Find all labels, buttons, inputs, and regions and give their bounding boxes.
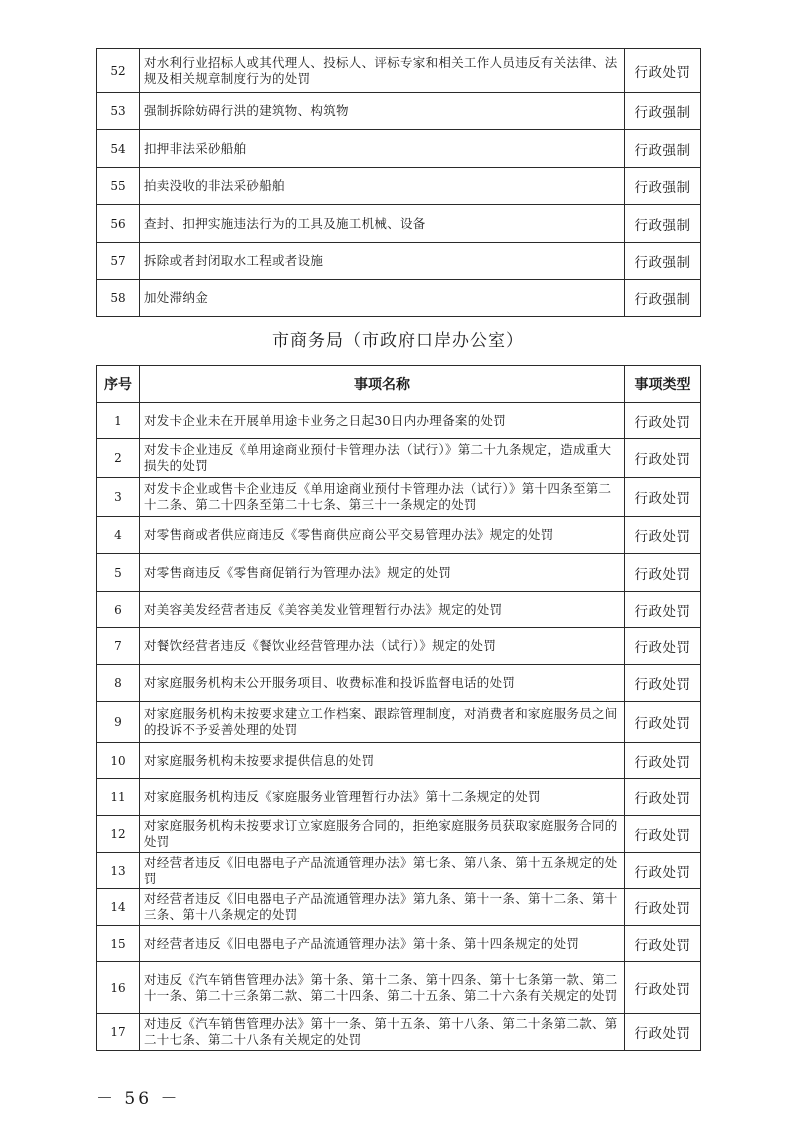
row-item-name: 对家庭服务机构未公开服务项目、收费标准和投诉监督电话的处罚	[140, 665, 625, 702]
row-item-name: 对水利行业招标人或其代理人、投标人、评标专家和相关工作人员违反有关法律、法规及相关规章制度行为的处罚	[140, 49, 625, 93]
row-item-type: 行政处罚	[625, 517, 701, 554]
row-item-name: 对发卡企业未在开展单用途卡业务之日起30日内办理备案的处罚	[140, 403, 625, 439]
row-item-type: 行政处罚	[625, 403, 701, 439]
row-item-type: 行政处罚	[625, 853, 701, 889]
row-serial-number: 16	[97, 962, 140, 1014]
row-item-name: 对家庭服务机构违反《家庭服务业管理暂行办法》第十二条规定的处罚	[140, 779, 625, 816]
table-row	[97, 853, 701, 889]
row-item-name: 对餐饮经营者违反《餐饮业经营管理办法（试行）》规定的处罚	[140, 628, 625, 665]
row-serial-number: 52	[97, 49, 140, 93]
row-item-name: 加处滞纳金	[140, 280, 625, 317]
row-serial-number: 9	[97, 702, 140, 743]
table-row	[97, 779, 701, 816]
row-serial-number: 57	[97, 243, 140, 280]
row-item-type: 行政处罚	[625, 816, 701, 853]
table-row	[97, 889, 701, 926]
header-item-name: 事项名称	[140, 366, 625, 403]
table-row	[97, 962, 701, 1014]
row-serial-number: 54	[97, 130, 140, 168]
row-serial-number: 8	[97, 665, 140, 702]
row-item-name: 对发卡企业违反《单用途商业预付卡管理办法（试行）》第二十九条规定，造成重大损失的处罚	[140, 439, 625, 478]
row-serial-number: 1	[97, 403, 140, 439]
row-item-type: 行政处罚	[625, 665, 701, 702]
row-item-type: 行政处罚	[625, 628, 701, 665]
row-item-name: 对零售商或者供应商违反《零售商供应商公平交易管理办法》规定的处罚	[140, 517, 625, 554]
continued-items-table	[96, 48, 701, 317]
row-item-type: 行政强制	[625, 168, 701, 205]
row-item-name: 强制拆除妨碍行洪的建筑物、构筑物	[140, 93, 625, 130]
row-item-name: 对家庭服务机构未按要求建立工作档案、跟踪管理制度，对消费者和家庭服务员之间的投诉不予妥善处理的处罚	[140, 702, 625, 743]
table-row	[97, 926, 701, 962]
row-serial-number: 14	[97, 889, 140, 926]
table-row	[97, 243, 701, 280]
page-number: － 56 －	[96, 1089, 181, 1109]
row-serial-number: 53	[97, 93, 140, 130]
row-serial-number: 17	[97, 1014, 140, 1051]
row-serial-number: 3	[97, 478, 140, 517]
header-item-type: 事项类型	[625, 366, 701, 403]
row-item-name: 对经营者违反《旧电器电子产品流通管理办法》第十条、第十四条规定的处罚	[140, 926, 625, 962]
row-item-type: 行政处罚	[625, 478, 701, 517]
row-item-type: 行政处罚	[625, 439, 701, 478]
table-row	[97, 816, 701, 853]
table-row	[97, 93, 701, 130]
row-item-type: 行政强制	[625, 280, 701, 317]
row-serial-number: 11	[97, 779, 140, 816]
row-item-type: 行政处罚	[625, 962, 701, 1014]
row-serial-number: 55	[97, 168, 140, 205]
row-item-type: 行政强制	[625, 93, 701, 130]
section-title: 市商务局（市政府口岸办公室）	[272, 331, 524, 351]
row-serial-number: 5	[97, 554, 140, 592]
row-item-type: 行政强制	[625, 243, 701, 280]
table-row	[97, 205, 701, 243]
table-row	[97, 130, 701, 168]
row-item-type: 行政处罚	[625, 554, 701, 592]
row-item-name: 对零售商违反《零售商促销行为管理办法》规定的处罚	[140, 554, 625, 592]
table-row	[97, 478, 701, 517]
row-item-type: 行政处罚	[625, 702, 701, 743]
header-serial-number: 序号	[97, 366, 140, 403]
header-row	[97, 366, 701, 403]
row-item-type: 行政处罚	[625, 779, 701, 816]
row-item-name: 拍卖没收的非法采砂船舶	[140, 168, 625, 205]
continued-items-body	[97, 49, 701, 317]
row-item-name: 拆除或者封闭取水工程或者设施	[140, 243, 625, 280]
row-item-type: 行政强制	[625, 205, 701, 243]
row-serial-number: 56	[97, 205, 140, 243]
row-item-name: 对经营者违反《旧电器电子产品流通管理办法》第七条、第八条、第十五条规定的处罚	[140, 853, 625, 889]
row-item-name: 对违反《汽车销售管理办法》第十一条、第十五条、第十八条、第二十条第二款、第二十七条、第二十八条有关规定的处罚	[140, 1014, 625, 1051]
row-serial-number: 13	[97, 853, 140, 889]
row-item-type: 行政处罚	[625, 1014, 701, 1051]
table-row	[97, 280, 701, 317]
row-item-name: 扣押非法采砂船舶	[140, 130, 625, 168]
row-serial-number: 2	[97, 439, 140, 478]
commerce-bureau-items-body	[97, 403, 701, 1051]
table-row	[97, 628, 701, 665]
table-row	[97, 554, 701, 592]
table-row	[97, 168, 701, 205]
row-item-name: 对发卡企业或售卡企业违反《单用途商业预付卡管理办法（试行）》第十四条至第二十二条、第二十四条至第二十七条、第三十一条规定的处罚	[140, 478, 625, 517]
row-serial-number: 15	[97, 926, 140, 962]
table-row	[97, 665, 701, 702]
row-item-name: 对违反《汽车销售管理办法》第十条、第十二条、第十四条、第十七条第一款、第二十一条、第二十三条第二款、第二十四条、第二十五条、第二十六条有关规定的处罚	[140, 962, 625, 1014]
row-item-name: 对经营者违反《旧电器电子产品流通管理办法》第九条、第十一条、第十二条、第十三条、第十八条规定的处罚	[140, 889, 625, 926]
row-item-type: 行政处罚	[625, 926, 701, 962]
row-serial-number: 12	[97, 816, 140, 853]
row-item-name: 查封、扣押实施违法行为的工具及施工机械、设备	[140, 205, 625, 243]
row-item-type: 行政强制	[625, 130, 701, 168]
table-row	[97, 592, 701, 628]
table-row	[97, 49, 701, 93]
row-serial-number: 6	[97, 592, 140, 628]
row-item-name: 对家庭服务机构未按要求订立家庭服务合同的，拒绝家庭服务员获取家庭服务合同的处罚	[140, 816, 625, 853]
table-row	[97, 1014, 701, 1051]
row-item-name: 对美容美发经营者违反《美容美发业管理暂行办法》规定的处罚	[140, 592, 625, 628]
row-item-type: 行政处罚	[625, 49, 701, 93]
row-serial-number: 58	[97, 280, 140, 317]
table-row	[97, 439, 701, 478]
table-row	[97, 743, 701, 779]
commerce-bureau-items-table	[96, 365, 701, 1051]
table-row	[97, 517, 701, 554]
row-serial-number: 10	[97, 743, 140, 779]
row-item-type: 行政处罚	[625, 743, 701, 779]
row-item-type: 行政处罚	[625, 592, 701, 628]
table-row	[97, 702, 701, 743]
row-serial-number: 4	[97, 517, 140, 554]
row-serial-number: 7	[97, 628, 140, 665]
row-item-name: 对家庭服务机构未按要求提供信息的处罚	[140, 743, 625, 779]
table-row	[97, 403, 701, 439]
row-item-type: 行政处罚	[625, 889, 701, 926]
